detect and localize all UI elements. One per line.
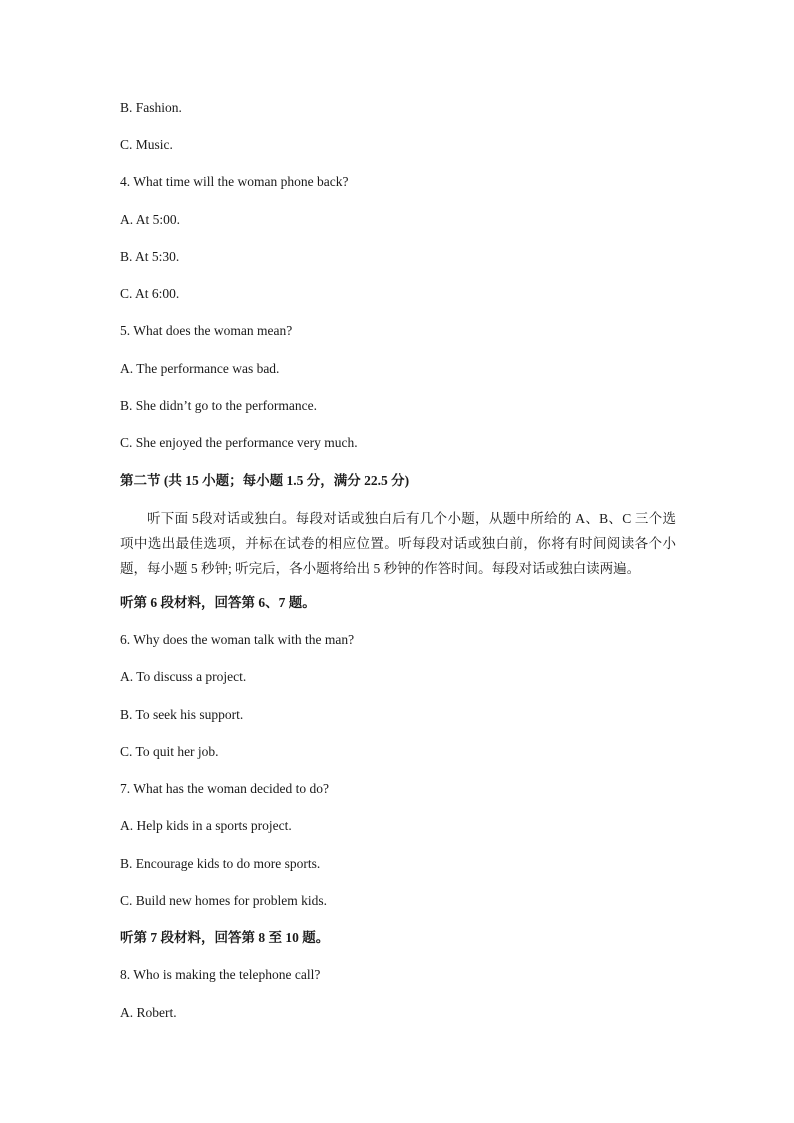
question-line: 8. Who is making the telephone call? bbox=[120, 967, 321, 982]
option-line: A. To discuss a project. bbox=[120, 669, 247, 684]
material-heading: 听第 6 段材料，回答第 6、7 题。 bbox=[120, 595, 316, 610]
option-line: A. Robert. bbox=[120, 1005, 177, 1020]
option-line: C. To quit her job. bbox=[120, 744, 219, 759]
question-line: 4. What time will the woman phone back? bbox=[120, 174, 349, 189]
option-line: A. At 5:00. bbox=[120, 212, 181, 227]
option-line: A. The performance was bad. bbox=[120, 361, 280, 376]
option-line: C. She enjoyed the performance very much. bbox=[120, 435, 358, 450]
option-line: C. Music. bbox=[120, 137, 173, 152]
option-line: A. Help kids in a sports project. bbox=[120, 818, 292, 833]
option-line: B. At 5:30. bbox=[120, 249, 180, 264]
material-heading: 听第 7 段材料，回答第 8 至 10 题。 bbox=[120, 930, 330, 945]
instructions-paragraph: 听下面 5段对话或独白。每段对话或独白后有几个小题，从题中所给的 A、B、C 三个选项中选出最佳选项，并标在试卷的相应位置。听每段对话或独白前，你将有时间阅读各个小题，每小题 5 秒钟; 听完后，各小题将给出 5 秒钟的作答时间。每段对话或独白读两遍。 bbox=[120, 511, 676, 576]
option-line: B. Fashion. bbox=[120, 100, 182, 115]
question-line: 7. What has the woman decided to do? bbox=[120, 781, 329, 796]
question-line: 5. What does the woman mean? bbox=[120, 323, 293, 338]
option-line: B. Encourage kids to do more sports. bbox=[120, 856, 321, 871]
option-line: B. She didn’t go to the performance. bbox=[120, 398, 317, 413]
option-line: B. To seek his support. bbox=[120, 707, 244, 722]
option-line: C. Build new homes for problem kids. bbox=[120, 893, 327, 908]
section-heading: 第二节 (共 15 小题；每小题 1.5 分，满分 22.5 分) bbox=[120, 473, 410, 488]
option-line: C. At 6:00. bbox=[120, 286, 180, 301]
question-line: 6. Why does the woman talk with the man? bbox=[120, 632, 355, 647]
